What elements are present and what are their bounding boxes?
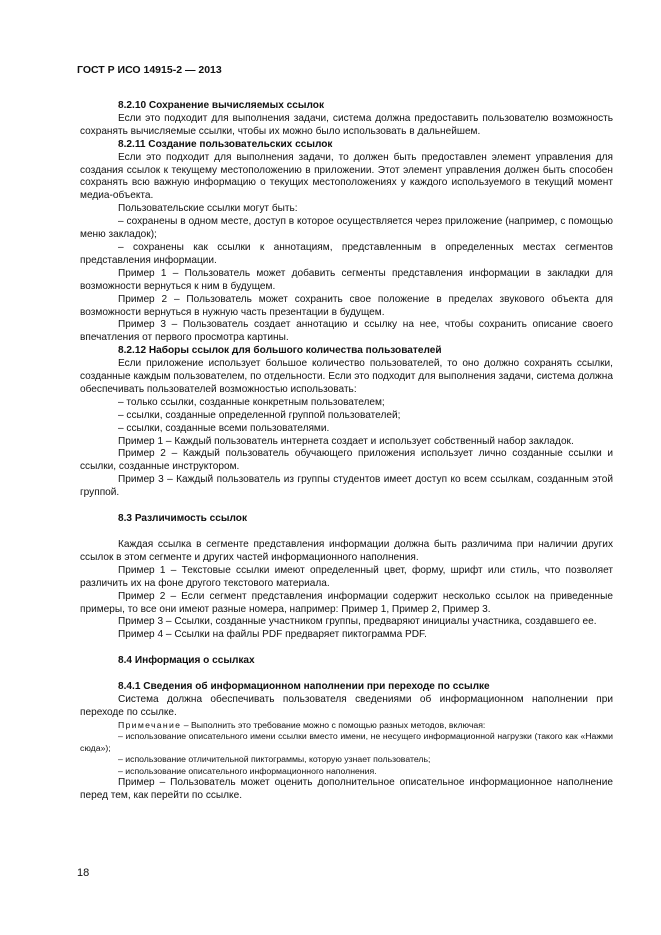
document-body xyxy=(80,100,613,803)
example: Пример 3 – Каждый пользователь из группы студентов имеет доступ ко всем ссылкам, созданным этой группой. xyxy=(80,474,613,499)
section-8-2-11-heading: 8.2.11 Создание пользовательских ссылок xyxy=(118,138,333,150)
example: Пример 4 – Ссылки на файлы PDF предваряет пиктограмма PDF. xyxy=(118,629,427,641)
note-label: Примечание xyxy=(118,719,182,730)
list-item: – сохранены как ссылки к аннотациям, представленным в определенных местах сегментов представления информации. xyxy=(80,241,613,266)
example: Пример 3 – Ссылки, созданные участником группы, предваряют инициалы участника, создавшего ее. xyxy=(118,616,597,628)
list-item: – ссылки, созданные всеми пользователями. xyxy=(118,422,330,434)
list-item: – сохранены в одном месте, доступ в которое осуществляется через приложение (например, с помощью меню закладок); xyxy=(80,216,613,241)
paragraph: Если это подходит для выполнения задачи, система должна предоставить пользователю возможность сохранять вычисляемые ссылки, чтобы их можно было использовать в дальнейшем. xyxy=(80,112,613,137)
section-8-2-12-heading: 8.2.12 Наборы ссылок для большого количества пользователей xyxy=(118,345,442,357)
paragraph: Если это подходит для выполнения задачи, то должен быть предоставлен элемент управления для создания ссылок к текущему местоположению в приложении. Этот элемент управления должен быть способен сохранять всю важную информацию о текущих местоположениях у каждого используемого в текущий момент медиа-объекта. xyxy=(80,151,613,202)
paragraph: Система должна обеспечивать пользователя сведениями об информационном наполнении при переходе по ссылке. xyxy=(80,694,613,718)
example: Пример 1 – Пользователь может добавить сегменты представления информации в закладки для возможности вернуться к ним в будущем. xyxy=(80,267,613,292)
running-header: ГОСТ Р ИСО 14915-2 — 2013 xyxy=(77,64,222,76)
note-list-item: – использование описательного имени ссылки вместо имени, не несущего информационной нагрузки (такого как «Нажми сюда»); xyxy=(80,731,613,753)
paragraph: Пользовательские ссылки могут быть: xyxy=(118,203,298,215)
note-list-item: – использование описательного информационного наполнения. xyxy=(118,765,377,776)
section-8-4-1-heading: 8.4.1 Сведения об информационном наполнении при переходе по ссылке xyxy=(118,681,490,693)
section-8-2-10-heading: 8.2.10 Сохранение вычисляемых ссылок xyxy=(118,100,325,111)
section-8-3-heading: 8.3 Различимость ссылок xyxy=(118,513,248,525)
example: Пример 1 – Текстовые ссылки имеют определенный цвет, форму, шрифт или стиль, что позволяет различить их на фоне другого текстового материала. xyxy=(80,564,613,589)
paragraph: Если приложение использует большое количество пользователей, то оно должно сохранять ссылки, созданные каждым пользователем, по отдельности. Если это подходит для выполнения задачи, система должна обеспечивать пользователей возможностью использовать: xyxy=(80,358,613,395)
example: Пример 2 – Если сегмент представления информации содержит несколько ссылок на приведенные примеры, то все они имеют разные номера, например: Пример 1, Пример 2, Пример 3. xyxy=(80,590,613,615)
note-list-item: – использование отличительной пиктограммы, которую узнает пользователь; xyxy=(118,754,431,765)
note-text: – Выполнить это требование можно с помощью разных методов, включая: xyxy=(181,719,486,730)
example: Пример 2 – Каждый пользователь обучающего приложения использует лично созданные ссылки и ссылки, созданные инструктором. xyxy=(80,448,613,473)
example: Пример 3 – Пользователь создает аннотацию и ссылку на нее, чтобы сохранить описание своего впечатления от первого просмотра картины. xyxy=(80,319,613,344)
example: Пример 1 – Каждый пользователь интернета создает и использует собственный набор закладок. xyxy=(118,435,574,447)
example: Пример 2 – Пользователь может сохранить свое положение в пределах звукового объекта для возможности вернуться в нужную часть презентации в будущем. xyxy=(80,293,613,318)
example: Пример – Пользователь может оценить дополнительное описательное информационное наполнение перед тем, как перейти по ссылке. xyxy=(80,776,613,801)
list-item: – только ссылки, созданные конкретным пользователем; xyxy=(118,396,385,408)
paragraph: Каждая ссылка в сегменте представления информации должна быть различима при наличии других ссылок в этом сегменте и других частей информационного наполнения. xyxy=(80,539,613,563)
list-item: – ссылки, созданные определенной группой пользователей; xyxy=(118,409,401,421)
note xyxy=(80,720,613,731)
page-number: 18 xyxy=(77,867,90,879)
section-8-4-heading: 8.4 Информация о ссылках xyxy=(118,655,255,667)
